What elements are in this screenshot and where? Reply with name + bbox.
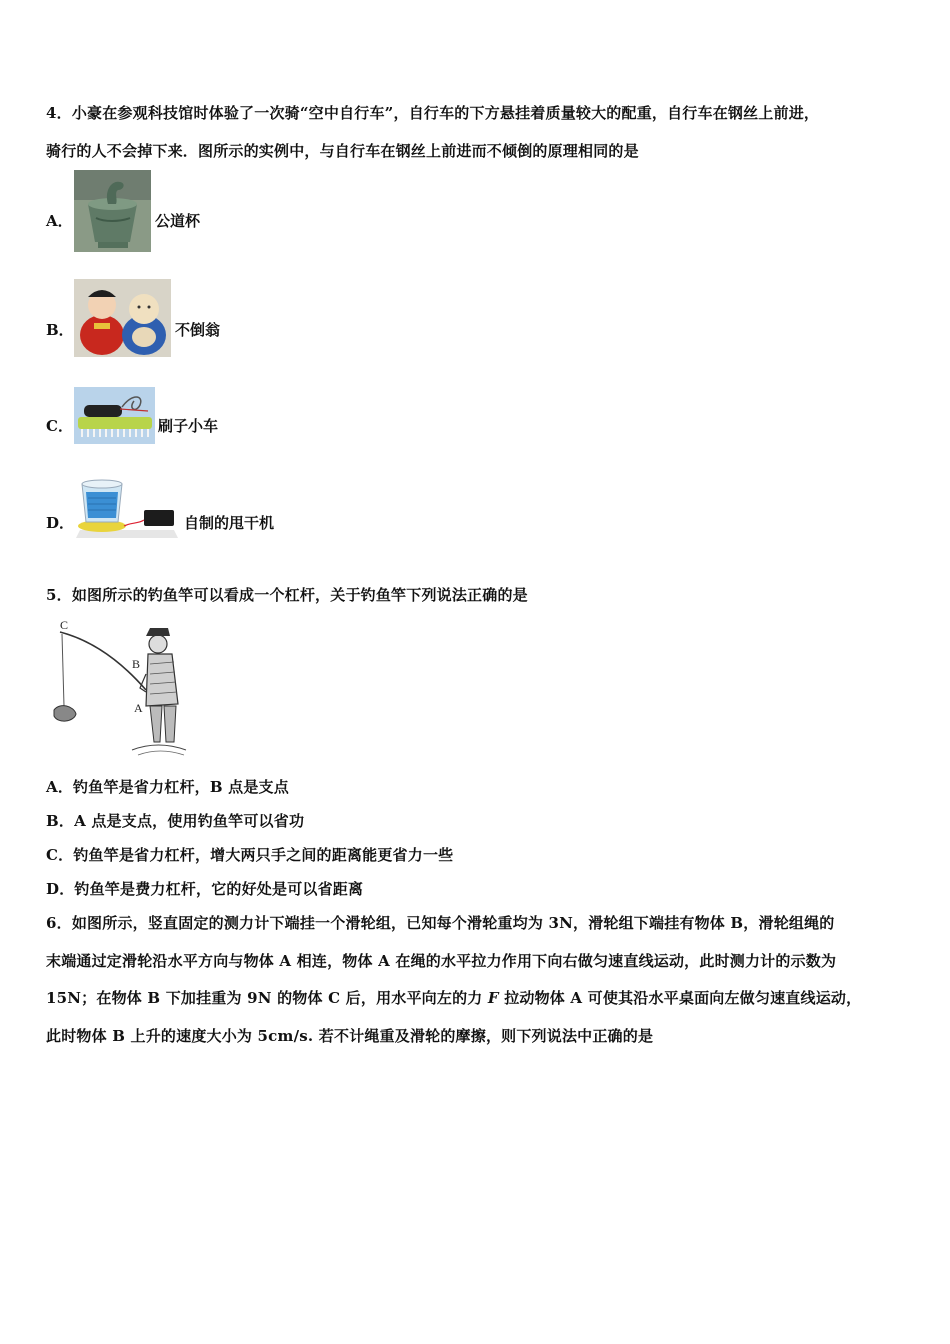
- q4-option-a-text: 公道杯: [155, 212, 201, 230]
- q4-stem-line2: 骑行的人不会掉下来．图所示的实例中，与自行车在钢丝上前进而不倾倒的原理相同的是: [46, 142, 639, 160]
- q5-option-a: A．钓鱼竿是省力杠杆，B 点是支点: [46, 778, 289, 796]
- q6-stem-line3: [46, 987, 861, 1008]
- q6-line3-pre: 15N；在物体 B 下加挂重为 9N 的物体 C 后，用水平向左的力: [46, 989, 488, 1007]
- q5-stem: 5．如图所示的钓鱼竿可以看成一个杠杆，关于钓鱼竿下列说法正确的是: [46, 586, 528, 604]
- q4-option-a-label: A．: [46, 212, 73, 230]
- q4-option-b-text: 不倒翁: [175, 321, 221, 339]
- q5-option-b: B．A 点是支点，使用钓鱼竿可以省功: [46, 812, 305, 830]
- q4-option-d-text: 自制的甩干机: [184, 514, 275, 532]
- fishing-rod-figure: [46, 614, 188, 758]
- fishing-figure-label-c: C: [60, 618, 69, 632]
- q4-option-d-label: D．: [46, 514, 75, 532]
- q6-line3-post: 拉动物体 A 可使其沿水平桌面向左做匀速直线运动，: [498, 989, 862, 1007]
- q4-stem-line1: 4．小豪在参观科技馆时体验了一次骑“空中自行车”，自行车的下方悬挂着质量较大的配重，自行车在钢丝上前进，: [46, 104, 820, 122]
- q4-option-c-label: C．: [46, 417, 73, 435]
- q4-option-b-label: B．: [46, 321, 74, 339]
- fishing-figure-label-a: A: [134, 701, 143, 715]
- brush-car-image: [74, 387, 155, 444]
- gongdao-cup-image: [74, 170, 151, 252]
- q6-stem-line1: 6．如图所示，竖直固定的测力计下端挂一个滑轮组，已知每个滑轮重均为 3N，滑轮组下端挂有物体 B，滑轮组绳的: [46, 914, 835, 932]
- q5-option-d: D．钓鱼竿是费力杠杆，它的好处是可以省距离: [46, 880, 364, 898]
- q6-force-variable: F: [487, 989, 499, 1007]
- q4-option-c-text: 刷子小车: [158, 417, 219, 435]
- fishing-figure-label-b: B: [132, 657, 141, 671]
- q6-stem-line4: 此时物体 B 上升的速度大小为 5cm/s. 若不计绳重及滑轮的摩擦，则下列说法中正确的是: [46, 1027, 654, 1045]
- spin-dryer-image: [74, 472, 181, 542]
- q5-option-c: C．钓鱼竿是省力杠杆，增大两只手之间的距离能更省力一些: [46, 846, 454, 864]
- tumbler-doll-image: [74, 279, 171, 357]
- q6-stem-line2: 末端通过定滑轮沿水平方向与物体 A 相连，物体 A 在绳的水平拉力作用下向右做匀速直线运动，此时测力计的示数为: [46, 952, 837, 970]
